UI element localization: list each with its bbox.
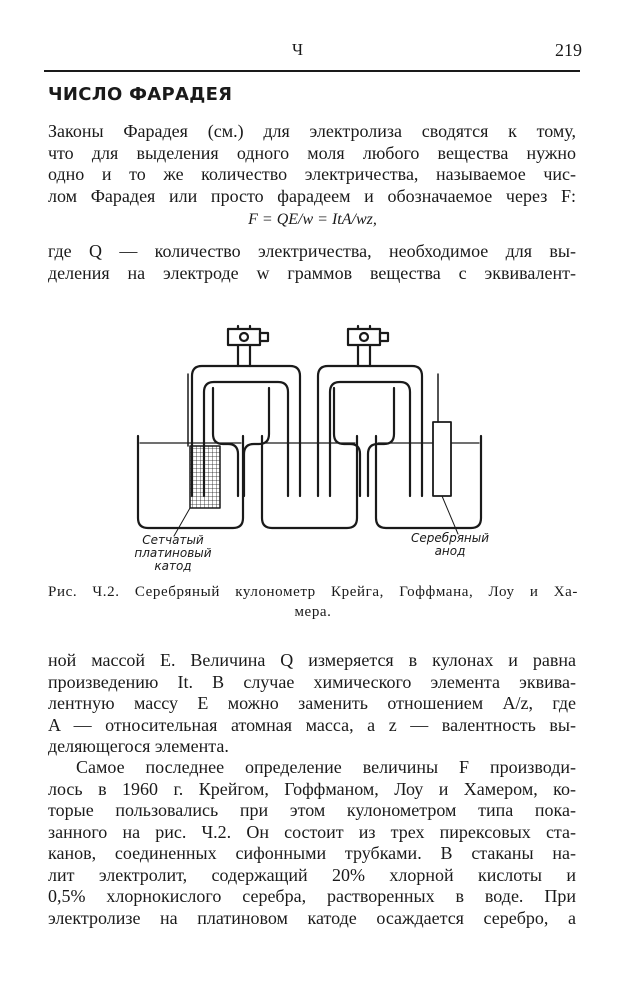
text-line: A — относительная атомная масса, а z — валентность вы-: [48, 714, 576, 735]
text-line: лит электролит, содержащий 20% хлорной кислоты и: [48, 864, 576, 885]
formula-explanation: [48, 241, 576, 284]
text-line: занного на рис. Ч.2. Он состоит из трех пирексовых ста-: [48, 821, 576, 842]
right-beaker: [376, 436, 481, 528]
figure-caption: [48, 582, 578, 622]
mesh-cathode: [190, 446, 220, 508]
text-line: лом Фарадея или просто фарадеем и обозначаемое через F:: [48, 185, 576, 206]
text-line: лось в 1960 г. Крейгом, Гоффманом, Лоу и Хамером, ко-: [48, 778, 576, 799]
text-line: электролизе на платиновом катоде осаждается серебро, а: [48, 907, 576, 928]
text-line: одно и то же количество электричества, называемое чис-: [48, 164, 576, 184]
silver-anode: [433, 422, 451, 496]
coulometer-figure: [128, 296, 508, 586]
cathode-label: Сетчатый платиновый катод: [134, 534, 212, 573]
text-line: торые пользовались при этом кулонометром типа пока-: [48, 800, 576, 820]
text-line: произведению It. В случае химического элемента эквива-: [48, 671, 576, 692]
text-line: Самое последнее определение величины F производи-: [76, 757, 576, 777]
text-line: деляющегося элемента.: [48, 736, 229, 756]
text-line: Законы Фарадея (см.) для электролиза сводятся к тому,: [48, 121, 576, 141]
text-line: канов, соединенных сифонными трубками. В стаканы на-: [48, 843, 576, 863]
running-head: Ч: [292, 40, 304, 59]
text-line: что для выделения одного моля любого вещества нужно: [48, 142, 576, 163]
page-number: 219: [555, 40, 582, 60]
history-paragraph: [48, 757, 576, 929]
text-line: лентную массу E можно заменить отношением A/z, где: [48, 693, 576, 713]
text-line: где Q — количество электричества, необходимое для вы-: [48, 241, 576, 261]
left-stopcock: [228, 326, 268, 366]
faraday-formula: F = QE/w = ItA/wz,: [248, 211, 377, 228]
right-stopcock: [348, 326, 388, 366]
text-line: 0,5% хлорнокислого серебра, растворенных в воде. При: [48, 886, 576, 906]
continuation-paragraph: [48, 650, 576, 758]
article-title: ЧИСЛО ФАРАДЕЯ: [48, 84, 233, 105]
header-rule: [44, 70, 580, 72]
caption-line: мера.: [294, 604, 332, 620]
middle-beaker: [262, 436, 357, 528]
intro-paragraph: [48, 121, 576, 207]
anode-label: Серебряный анод: [410, 532, 490, 558]
text-line: ной массой E. Величина Q измеряется в кулонах и равна: [48, 650, 576, 670]
right-siphon-inner: [330, 382, 410, 496]
text-line: деления на электроде w граммов вещества с эквивалент-: [48, 262, 576, 283]
caption-line: Рис. Ч.2. Серебряный кулонометр Крейга, Гоффмана, Лоу и Ха-: [48, 584, 578, 600]
